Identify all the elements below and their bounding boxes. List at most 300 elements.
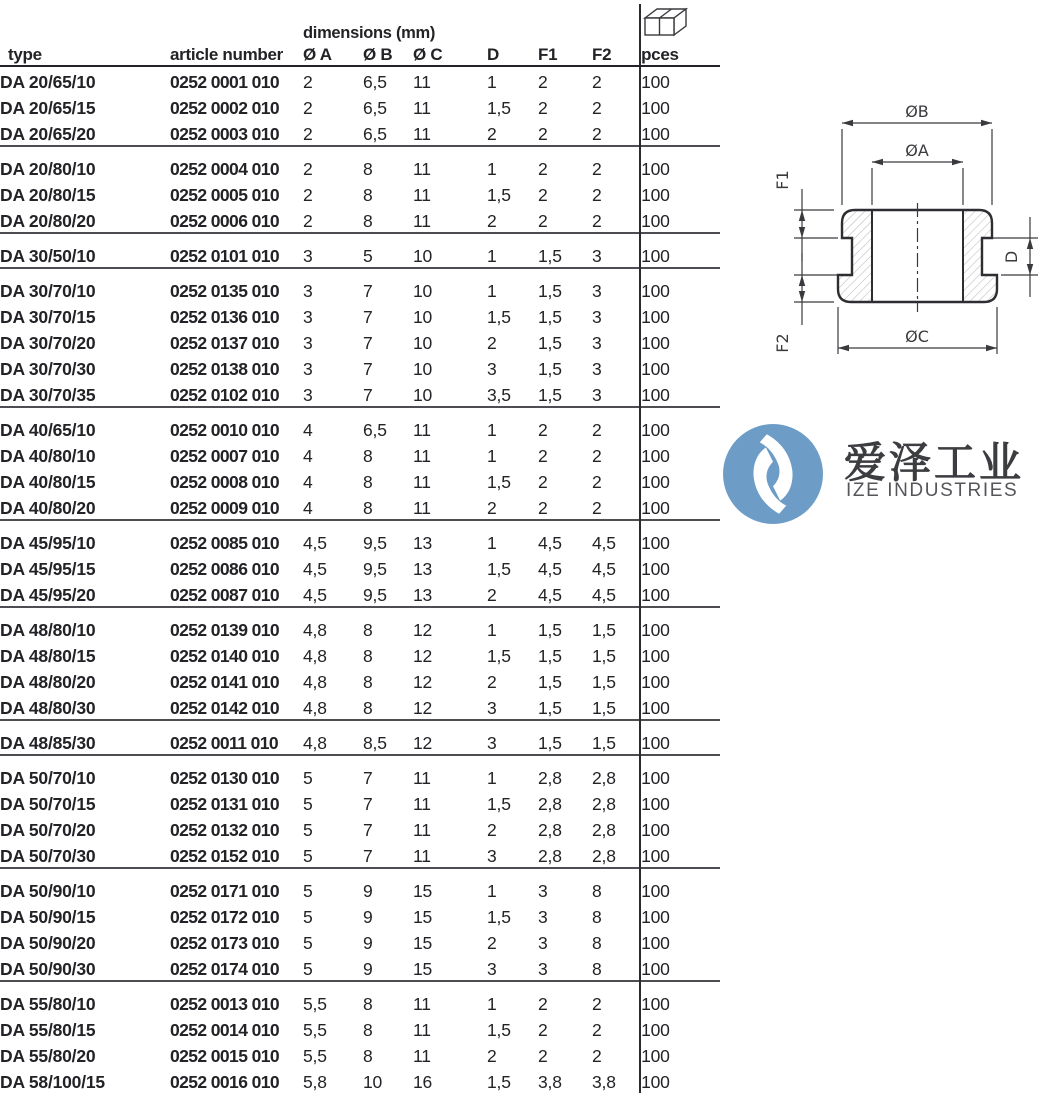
cell-article: 0252 0015 010 [170, 1046, 279, 1066]
header-dimensions-group: dimensions (mm) [303, 24, 436, 42]
cell-f1: 1,5 [538, 607, 592, 641]
cell-f2: 1,5 [592, 672, 616, 692]
cell-c: 13 [413, 520, 487, 554]
cell-d: 1 [487, 981, 538, 1015]
row-group [0, 233, 720, 268]
cell-d: 1,5 [487, 307, 511, 327]
cell-article: 0252 0087 010 [170, 585, 279, 605]
row-group [0, 268, 720, 407]
cell-c: 11 [413, 498, 431, 518]
cell-c: 10 [413, 359, 433, 379]
table-row [0, 1015, 720, 1041]
cell-type: DA 50/90/10 [0, 868, 170, 902]
cell-b: 8 [363, 607, 413, 641]
table-row [0, 180, 720, 206]
cell-f2: 4,5 [592, 520, 640, 554]
cell-article: 0252 0173 010 [170, 933, 279, 953]
cell-f2: 3 [592, 333, 602, 353]
cell-article: 0252 0011 010 [170, 720, 303, 755]
cell-a: 3 [303, 359, 313, 379]
table-row [0, 328, 720, 354]
table-row [0, 1041, 720, 1067]
cell-f1: 2 [538, 146, 592, 180]
cell-d: 1 [487, 407, 538, 441]
cell-d: 2 [487, 498, 497, 518]
cell-article: 0252 0139 010 [170, 607, 303, 641]
cell-pces: 100 [640, 1015, 720, 1041]
table-row [0, 981, 720, 1015]
row-group [0, 520, 720, 607]
cell-article: 0252 0135 010 [170, 268, 303, 302]
cell-d: 2 [487, 672, 497, 692]
cell-article: 0252 0137 010 [170, 333, 279, 353]
table-row [0, 302, 720, 328]
cell-a: 3 [303, 307, 313, 327]
cell-f2: 2 [592, 446, 602, 466]
pces-icon-cell [640, 4, 720, 45]
cell-d: 1 [487, 233, 538, 268]
cell-type: DA 48/80/30 [0, 698, 96, 718]
dim-label-dia-a: ØA [905, 141, 929, 160]
cell-f2: 2 [592, 211, 602, 231]
cell-pces: 100 [640, 493, 720, 520]
cell-pces: 100 [640, 580, 720, 607]
cell-f2: 8 [592, 959, 602, 979]
cell-f1: 3 [538, 933, 548, 953]
cell-a: 4 [303, 498, 313, 518]
cell-b: 6,5 [363, 72, 387, 92]
cell-c: 15 [413, 907, 433, 927]
cell-pces: 100 [640, 66, 720, 93]
header-d: D [487, 45, 538, 66]
cell-f2: 3 [592, 359, 602, 379]
cell-c: 16 [413, 1072, 433, 1092]
cell-d: 1,5 [487, 1020, 511, 1040]
cell-pces: 100 [640, 520, 720, 554]
cell-f2: 2 [592, 407, 640, 441]
cell-a: 2 [303, 98, 313, 118]
cell-b: 6,5 [363, 98, 387, 118]
cell-f2: 2 [592, 98, 602, 118]
cell-c: 11 [413, 755, 487, 789]
header-dia-c: Ø C [413, 45, 487, 66]
cell-f2: 4,5 [592, 559, 616, 579]
cell-pces: 100 [640, 928, 720, 954]
cell-b: 8 [363, 981, 413, 1015]
cell-f2: 3 [592, 385, 602, 405]
cell-b: 7 [363, 846, 373, 866]
table-header [0, 4, 720, 66]
cell-type: DA 20/80/20 [0, 211, 96, 231]
table-row [0, 607, 720, 641]
cell-pces: 100 [640, 902, 720, 928]
cell-d: 1,5 [487, 646, 511, 666]
cell-b: 9,5 [363, 585, 387, 605]
row-group [0, 755, 720, 868]
cell-article: 0252 0136 010 [170, 307, 279, 327]
cell-b: 9,5 [363, 559, 387, 579]
cell-type: DA 45/95/20 [0, 585, 96, 605]
cell-f2: 3 [592, 307, 602, 327]
cell-a: 3 [303, 233, 363, 268]
cell-type: DA 48/80/20 [0, 672, 96, 692]
cell-a: 3 [303, 385, 313, 405]
cell-b: 7 [363, 307, 373, 327]
cell-a: 5 [303, 820, 313, 840]
cell-f1: 2 [538, 981, 592, 1015]
cell-d: 1,5 [487, 907, 511, 927]
cell-article: 0252 0172 010 [170, 907, 279, 927]
cell-f1: 4,5 [538, 559, 562, 579]
cell-article: 0252 0010 010 [170, 407, 303, 441]
cell-f1: 1,5 [538, 698, 562, 718]
cell-pces: 100 [640, 119, 720, 146]
cell-article: 0252 0016 010 [170, 1072, 279, 1092]
header-dia-b: Ø B [363, 45, 413, 66]
cell-b: 8 [363, 1046, 373, 1066]
cell-d: 3 [487, 698, 497, 718]
cell-f2: 2 [592, 1046, 602, 1066]
cell-article: 0252 0102 010 [170, 385, 279, 405]
cell-c: 11 [413, 1046, 431, 1066]
cell-type: DA 50/90/20 [0, 933, 96, 953]
cell-article: 0252 0130 010 [170, 755, 303, 789]
cell-b: 8 [363, 146, 413, 180]
cell-f2: 3 [592, 233, 640, 268]
cell-b: 7 [363, 820, 373, 840]
row-group [0, 407, 720, 520]
cell-d: 2 [487, 585, 497, 605]
cell-article: 0252 0141 010 [170, 672, 279, 692]
cell-d: 3 [487, 359, 497, 379]
cell-f1: 1,5 [538, 720, 592, 755]
cell-c: 11 [413, 124, 431, 144]
cell-f1: 1,5 [538, 268, 592, 302]
cell-f2: 8 [592, 907, 602, 927]
header-label-row [0, 45, 720, 66]
header-spacer [170, 4, 303, 45]
cell-c: 12 [413, 672, 433, 692]
cell-d: 3 [487, 720, 538, 755]
cell-b: 9 [363, 868, 413, 902]
cell-f2: 2 [592, 472, 602, 492]
header-f2: F2 [592, 45, 640, 66]
header-group-row [0, 4, 720, 45]
cell-article: 0252 0086 010 [170, 559, 279, 579]
table-row [0, 667, 720, 693]
cell-c: 12 [413, 720, 487, 755]
cell-type: DA 30/70/20 [0, 333, 96, 353]
cell-b: 7 [363, 268, 413, 302]
cell-article: 0252 0009 010 [170, 498, 279, 518]
cell-c: 11 [413, 407, 487, 441]
cell-f2: 2 [592, 1020, 602, 1040]
cell-article: 0252 0085 010 [170, 520, 303, 554]
cell-type: DA 40/80/15 [0, 472, 96, 492]
cell-a: 5 [303, 755, 363, 789]
table-row [0, 693, 720, 720]
cell-f1: 2 [538, 446, 548, 466]
cell-f1: 2,8 [538, 820, 562, 840]
cell-c: 10 [413, 307, 433, 327]
cell-f1: 2 [538, 472, 548, 492]
cell-a: 2 [303, 185, 313, 205]
table-row [0, 580, 720, 607]
row-group [0, 868, 720, 981]
cell-pces: 100 [640, 467, 720, 493]
table-row [0, 233, 720, 268]
cell-type: DA 40/65/10 [0, 407, 170, 441]
logo-en-text: IZE INDUSTRIES [846, 480, 1019, 501]
cell-b: 6,5 [363, 124, 387, 144]
cell-pces: 100 [640, 693, 720, 720]
table-row [0, 755, 720, 789]
table-row [0, 868, 720, 902]
table-row [0, 206, 720, 233]
dim-label-dia-c: ØC [905, 327, 929, 346]
row-group [0, 720, 720, 755]
row-group [0, 607, 720, 720]
cell-d: 1 [487, 755, 538, 789]
cell-d: 1,5 [487, 98, 511, 118]
cell-f1: 4,5 [538, 585, 562, 605]
cell-article: 0252 0101 010 [170, 233, 303, 268]
cell-b: 8 [363, 498, 373, 518]
cell-article: 0252 0174 010 [170, 959, 279, 979]
spec-table [0, 4, 720, 1093]
cell-pces: 100 [640, 180, 720, 206]
cell-type: DA 55/80/10 [0, 981, 170, 1015]
cell-b: 8 [363, 698, 373, 718]
cell-type: DA 20/65/10 [0, 72, 96, 92]
cell-type: DA 50/70/20 [0, 820, 96, 840]
cell-f1: 1,5 [538, 333, 562, 353]
cell-d: 1,5 [487, 472, 511, 492]
cell-a: 5 [303, 868, 363, 902]
cell-pces: 100 [640, 146, 720, 180]
cell-a: 5 [303, 959, 313, 979]
cell-b: 7 [363, 794, 373, 814]
cell-f1: 3 [538, 959, 548, 979]
cell-b: 9,5 [363, 520, 413, 554]
cell-f1: 2,8 [538, 794, 562, 814]
cell-d: 2 [487, 211, 497, 231]
cell-f1: 2 [538, 498, 548, 518]
cell-a: 4,8 [303, 672, 327, 692]
cell-f1: 2 [538, 211, 548, 231]
cell-article: 0252 0140 010 [170, 646, 279, 666]
cell-pces: 100 [640, 93, 720, 119]
cell-f1: 3 [538, 907, 548, 927]
cell-a: 3 [303, 333, 313, 353]
cell-d: 2 [487, 933, 497, 953]
cell-f1: 2 [538, 185, 548, 205]
cell-pces: 100 [640, 233, 720, 268]
cell-a: 5 [303, 794, 313, 814]
cell-f1: 1,5 [538, 307, 562, 327]
table-row [0, 93, 720, 119]
cell-b: 8 [363, 472, 373, 492]
table-row [0, 467, 720, 493]
cell-f2: 8 [592, 868, 640, 902]
cell-f1: 1,5 [538, 359, 562, 379]
cell-d: 2 [487, 1046, 497, 1066]
cell-f2: 1,5 [592, 607, 640, 641]
cell-a: 4,5 [303, 520, 363, 554]
cell-d: 3 [487, 846, 497, 866]
cell-type: DA 48/85/30 [0, 720, 170, 755]
table-row [0, 954, 720, 981]
cell-type: DA 20/65/20 [0, 124, 96, 144]
cell-c: 10 [413, 268, 487, 302]
cell-f1: 4,5 [538, 520, 592, 554]
cell-a: 4,8 [303, 698, 327, 718]
cell-a: 5 [303, 846, 313, 866]
cell-pces: 100 [640, 328, 720, 354]
cell-f1: 2 [538, 72, 548, 92]
cell-pces: 100 [640, 815, 720, 841]
cell-f2: 2 [592, 124, 602, 144]
row-group [0, 146, 720, 233]
cell-pces: 100 [640, 441, 720, 467]
cell-b: 10 [363, 1072, 383, 1092]
cell-f2: 2 [592, 72, 602, 92]
cell-pces: 100 [640, 554, 720, 580]
cell-type: DA 50/70/10 [0, 755, 170, 789]
cell-d: 1 [487, 268, 538, 302]
cell-d: 1 [487, 146, 538, 180]
cell-f2: 2 [592, 981, 640, 1015]
cell-d: 1,5 [487, 794, 511, 814]
cell-type: DA 45/95/15 [0, 559, 96, 579]
cell-c: 15 [413, 933, 433, 953]
cell-pces: 100 [640, 302, 720, 328]
cell-pces: 100 [640, 268, 720, 302]
cell-d: 1 [487, 607, 538, 641]
cell-f2: 3 [592, 268, 640, 302]
cell-pces: 100 [640, 206, 720, 233]
cell-pces: 100 [640, 868, 720, 902]
cell-b: 7 [363, 359, 373, 379]
cell-pces: 100 [640, 607, 720, 641]
header-f1: F1 [538, 45, 592, 66]
cell-a: 5,5 [303, 981, 363, 1015]
cell-type: DA 45/95/10 [0, 520, 170, 554]
table-row [0, 441, 720, 467]
cell-b: 8 [363, 446, 373, 466]
cell-c: 13 [413, 559, 433, 579]
cell-type: DA 30/50/10 [0, 233, 170, 268]
cell-a: 4,5 [303, 585, 327, 605]
cell-article: 0252 0014 010 [170, 1020, 279, 1040]
cell-type: DA 30/70/30 [0, 359, 96, 379]
header-spacer [0, 4, 170, 45]
cell-f1: 2 [538, 1046, 548, 1066]
logo-circular-n-monogram-icon [722, 422, 824, 526]
cell-a: 5,8 [303, 1072, 327, 1092]
cell-f2: 1,5 [592, 720, 640, 755]
cell-c: 10 [413, 385, 433, 405]
cell-c: 10 [413, 333, 433, 353]
table-row [0, 720, 720, 755]
dim-label-d: D [1002, 250, 1021, 264]
cell-type: DA 40/80/10 [0, 446, 96, 466]
cell-type: DA 40/80/20 [0, 498, 96, 518]
cell-b: 8 [363, 1020, 373, 1040]
cell-type: DA 20/80/15 [0, 185, 96, 205]
cell-c: 13 [413, 585, 433, 605]
cell-article: 0252 0003 010 [170, 124, 279, 144]
cell-c: 11 [413, 98, 431, 118]
cell-c: 12 [413, 646, 433, 666]
cell-a: 5 [303, 933, 313, 953]
cell-d: 2 [487, 820, 497, 840]
table-row [0, 1067, 720, 1093]
cell-a: 4 [303, 472, 313, 492]
header-dia-a: Ø A [303, 45, 363, 66]
cell-article: 0252 0138 010 [170, 359, 279, 379]
table-row [0, 146, 720, 180]
header-pces: pces [640, 45, 720, 66]
cell-c: 12 [413, 698, 433, 718]
cell-f1: 2 [538, 1020, 548, 1040]
cell-f1: 2 [538, 124, 548, 144]
cell-a: 2 [303, 146, 363, 180]
cell-type: DA 50/90/30 [0, 959, 96, 979]
cell-f1: 1,5 [538, 672, 562, 692]
cell-type: DA 58/100/15 [0, 1072, 105, 1092]
table-row [0, 268, 720, 302]
cell-type: DA 48/80/10 [0, 607, 170, 641]
cell-a: 4,8 [303, 607, 363, 641]
table-row [0, 815, 720, 841]
cell-a: 4 [303, 407, 363, 441]
cell-c: 12 [413, 607, 487, 641]
cell-f1: 3,8 [538, 1072, 562, 1092]
cell-a: 4 [303, 446, 313, 466]
cell-article: 0252 0006 010 [170, 211, 279, 231]
cell-f1: 2,8 [538, 755, 592, 789]
cell-c: 11 [413, 185, 431, 205]
stacked-boxes-icon [641, 4, 689, 40]
cell-pces: 100 [640, 667, 720, 693]
cell-c: 15 [413, 868, 487, 902]
cell-b: 8 [363, 185, 373, 205]
cell-f2: 2,8 [592, 755, 640, 789]
cell-article: 0252 0013 010 [170, 981, 303, 1015]
cell-article: 0252 0152 010 [170, 846, 279, 866]
table-row [0, 554, 720, 580]
cell-f1: 1,5 [538, 385, 562, 405]
dim-label-f2: F2 [773, 333, 792, 353]
cell-type: DA 48/80/15 [0, 646, 96, 666]
cell-article: 0252 0007 010 [170, 446, 279, 466]
table-row [0, 789, 720, 815]
cell-f1: 3 [538, 868, 592, 902]
cell-type: DA 50/90/15 [0, 907, 96, 927]
table-row [0, 841, 720, 868]
cell-type: DA 30/70/35 [0, 385, 96, 405]
cell-pces: 100 [640, 954, 720, 981]
table-row [0, 493, 720, 520]
cell-pces: 100 [640, 1067, 720, 1093]
table-row [0, 66, 720, 93]
cell-b: 8,5 [363, 720, 413, 755]
cell-d: 1 [487, 446, 497, 466]
cell-article: 0252 0131 010 [170, 794, 279, 814]
cell-pces: 100 [640, 841, 720, 868]
dim-label-dia-b: ØB [905, 102, 929, 121]
